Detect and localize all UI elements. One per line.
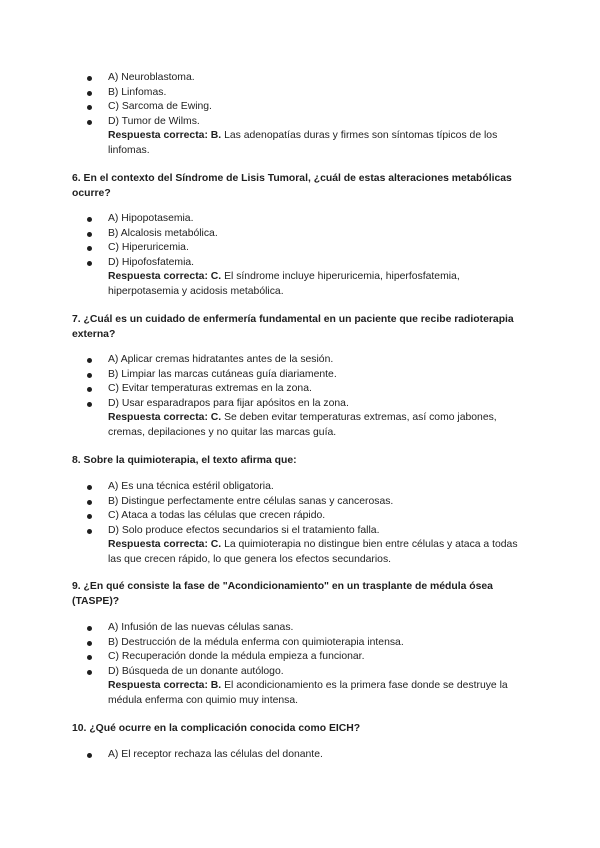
bullet-icon <box>87 91 92 96</box>
question-5 <box>72 71 532 159</box>
bullet-icon <box>87 655 92 660</box>
question-9 <box>72 621 532 709</box>
bullet-icon <box>87 514 92 519</box>
bullet-icon <box>87 387 92 392</box>
options-list <box>72 212 532 270</box>
option-c: C) Hiperuricemia. <box>72 241 532 256</box>
options-list <box>72 480 532 538</box>
question-6-title: 6. En el contexto del Síndrome de Lisis Tumoral, ¿cuál de estas alteraciones metabólicas ocurre? <box>72 173 512 199</box>
option-b: B) Destrucción de la médula enferma con quimioterapia intensa. <box>72 636 532 651</box>
bullet-icon <box>87 670 92 675</box>
option-a: A) Neuroblastoma. <box>72 71 532 86</box>
answer-label: Respuesta correcta: B. <box>108 680 222 692</box>
bullet-icon <box>87 641 92 646</box>
option-d: D) Solo produce efectos secundarios si el tratamiento falla. <box>72 524 532 539</box>
answer-text: El síndrome incluye hiperuricemia, hiperfosfatemia, hiperpotasemia y acidosis metabólica. <box>108 271 460 297</box>
question-8 <box>72 480 532 568</box>
option-d: D) Búsqueda de un donante autólogo. <box>72 665 532 680</box>
answer <box>72 411 532 440</box>
question-7-title: 7. ¿Cuál es un cuidado de enfermería fundamental en un paciente que recibe radioterapia externa? <box>72 314 514 340</box>
options-list <box>72 353 532 411</box>
answer <box>72 270 532 299</box>
option-d: D) Hipofosfatemia. <box>72 256 532 271</box>
question-6 <box>72 212 532 300</box>
answer <box>72 538 532 567</box>
answer <box>72 129 532 158</box>
option-b: B) Linfomas. <box>72 86 532 101</box>
answer-label: Respuesta correcta: C. <box>108 412 222 424</box>
options-list <box>72 71 532 129</box>
bullet-icon <box>87 358 92 363</box>
bullet-icon <box>87 76 92 81</box>
bullet-icon <box>87 261 92 266</box>
bullet-icon <box>87 529 92 534</box>
option-a: A) Es una técnica estéril obligatoria. <box>72 480 532 495</box>
answer <box>72 679 532 708</box>
option-c: C) Sarcoma de Ewing. <box>72 100 532 115</box>
bullet-icon <box>87 485 92 490</box>
bullet-icon <box>87 500 92 505</box>
question-7 <box>72 353 532 441</box>
bullet-icon <box>87 753 92 758</box>
option-a: A) El receptor rechaza las células del donante. <box>72 748 532 763</box>
answer-text: El acondicionamiento es la primera fase donde se destruye la médula enferma con quimio muy intensa. <box>108 680 508 706</box>
answer-text: La quimioterapia no distingue bien entre células y ataca a todas las que crecen rápido, lo que genera los efectos secundarios. <box>108 539 518 565</box>
bullet-icon <box>87 626 92 631</box>
option-b: B) Limpiar las marcas cutáneas guía diariamente. <box>72 368 532 383</box>
bullet-icon <box>87 402 92 407</box>
option-a: A) Hipopotasemia. <box>72 212 532 227</box>
option-a: A) Infusión de las nuevas células sanas. <box>72 621 532 636</box>
option-b: B) Alcalosis metabólica. <box>72 227 532 242</box>
option-b: B) Distingue perfectamente entre células sanas y cancerosas. <box>72 495 532 510</box>
option-d: D) Usar esparadrapos para fijar apósitos en la zona. <box>72 397 532 412</box>
option-a: A) Aplicar cremas hidratantes antes de la sesión. <box>72 353 532 368</box>
question-8-title: 8. Sobre la quimioterapia, el texto afirma que: <box>72 455 297 466</box>
question-10-title: 10. ¿Qué ocurre en la complicación conocida como EICH? <box>72 723 361 734</box>
option-d: D) Tumor de Wilms. <box>72 115 532 130</box>
answer-text: Se deben evitar temperaturas extremas, así como jabones, cremas, depilaciones y no quitar las marcas guía. <box>108 412 497 438</box>
options-list <box>72 748 532 763</box>
bullet-icon <box>87 246 92 251</box>
options-list <box>72 621 532 679</box>
answer-label: Respuesta correcta: C. <box>108 539 222 551</box>
question-9-title: 9. ¿En qué consiste la fase de "Acondicionamiento" en un trasplante de médula ósea (TASPE)? <box>72 581 493 607</box>
bullet-icon <box>87 105 92 110</box>
answer-label: Respuesta correcta: C. <box>108 271 222 283</box>
bullet-icon <box>87 232 92 237</box>
option-c: C) Recuperación donde la médula empieza a funcionar. <box>72 650 532 665</box>
question-10 <box>72 748 532 763</box>
answer-text: Las adenopatías duras y firmes son síntomas típicos de los linfomas. <box>108 130 498 156</box>
option-c: C) Evitar temperaturas extremas en la zona. <box>72 382 532 397</box>
option-c: C) Ataca a todas las células que crecen rápido. <box>72 509 532 524</box>
answer-label: Respuesta correcta: B. <box>108 130 222 142</box>
bullet-icon <box>87 373 92 378</box>
bullet-icon <box>87 120 92 125</box>
bullet-icon <box>87 217 92 222</box>
